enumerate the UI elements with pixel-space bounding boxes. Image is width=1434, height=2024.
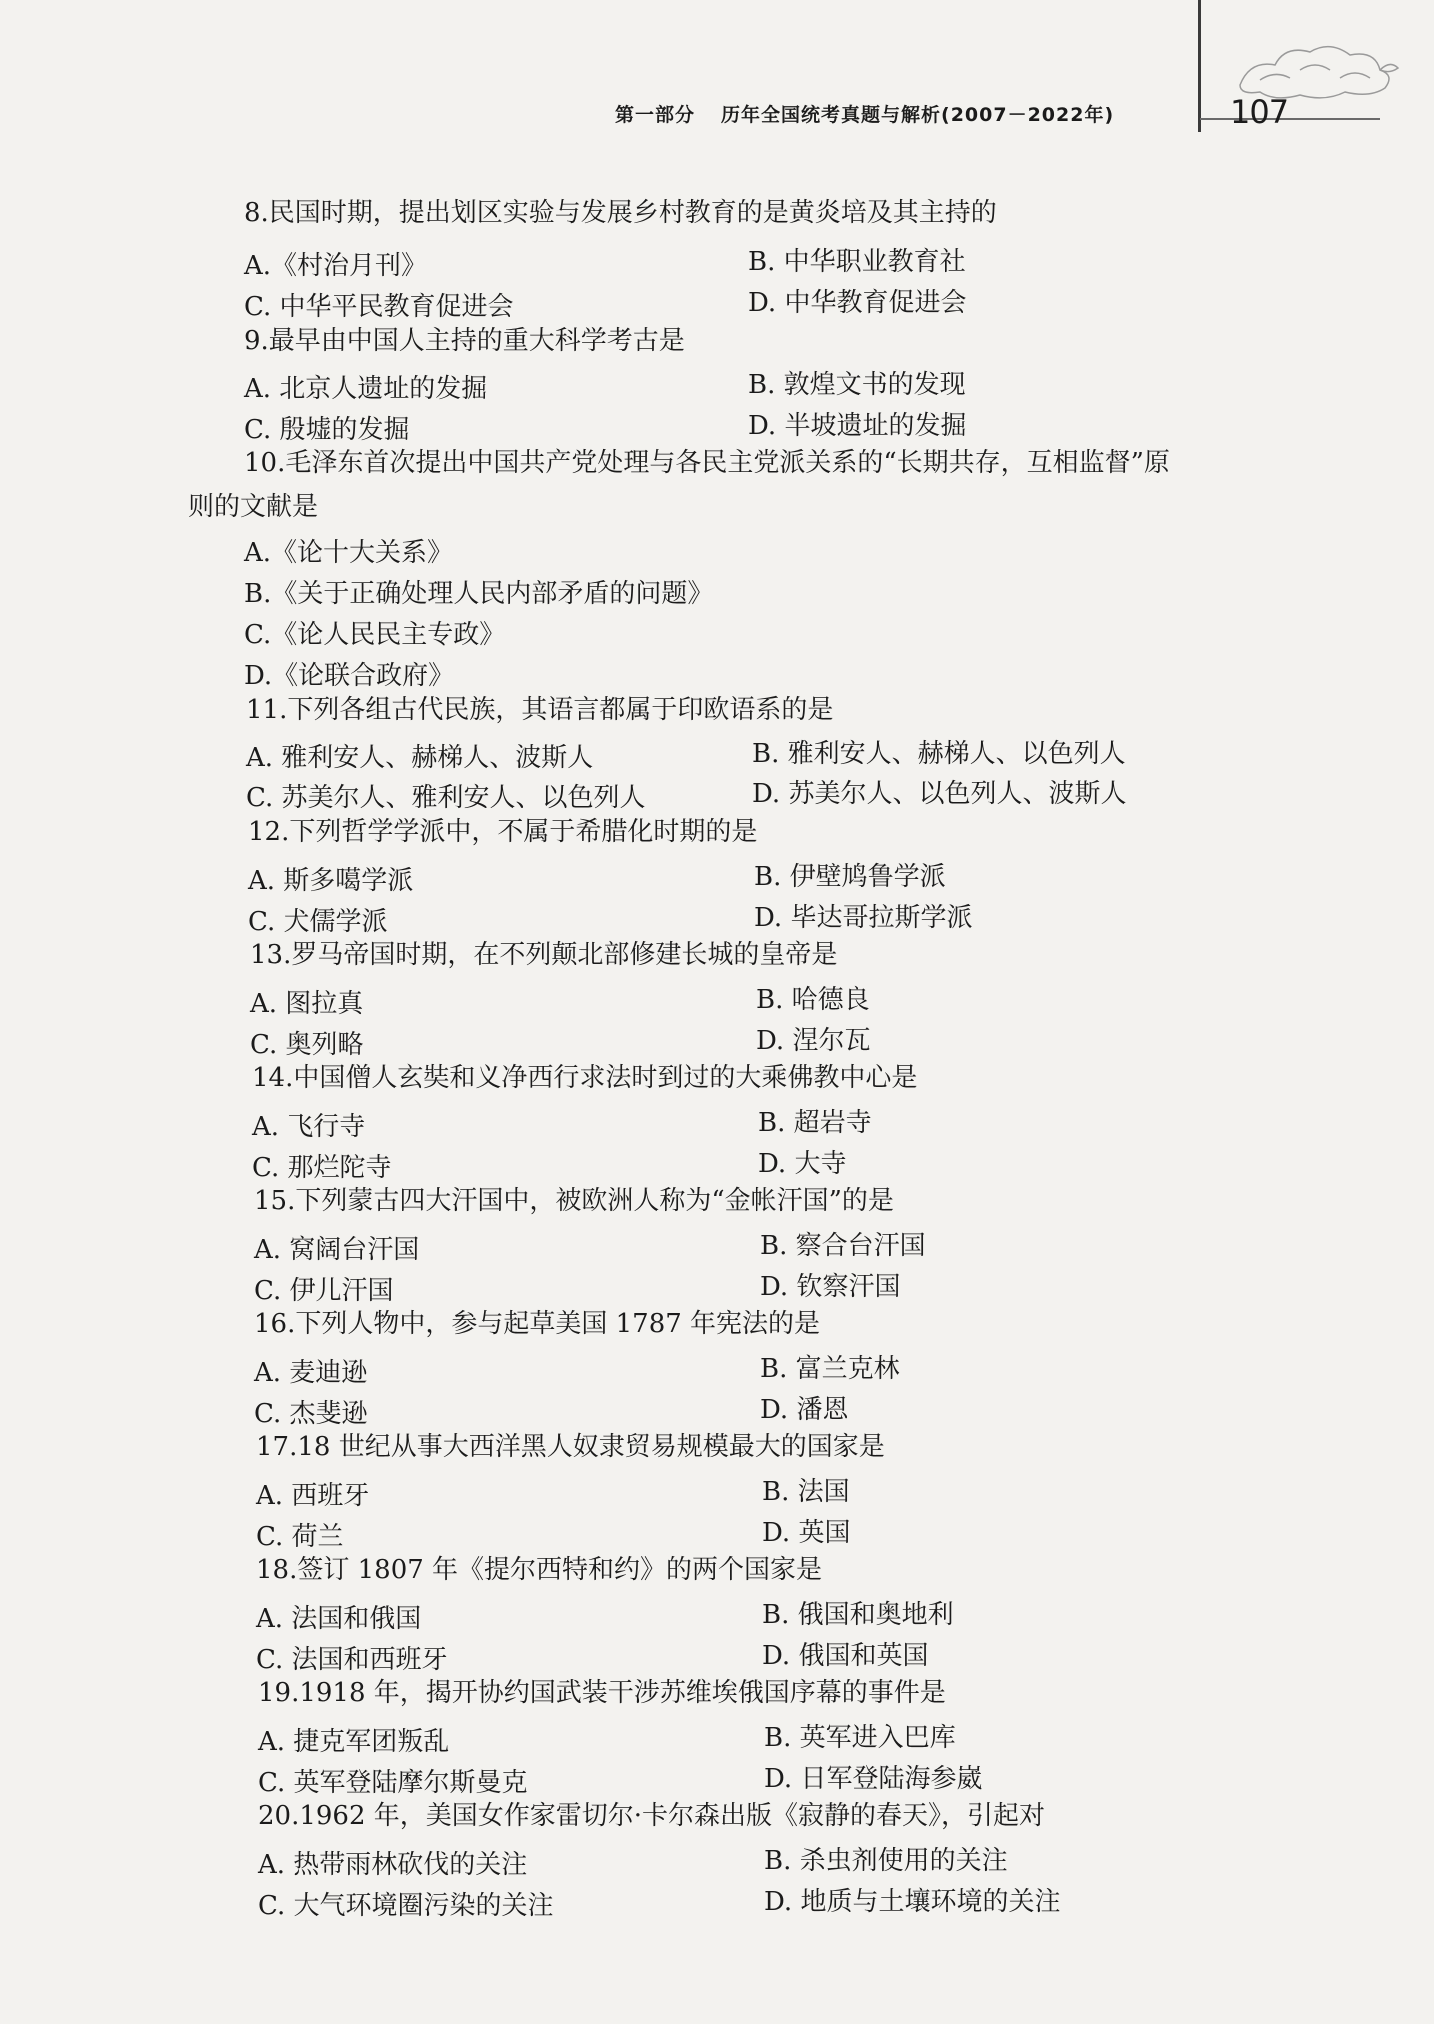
option-b: B. 伊壁鸠鲁学派 [754,862,946,892]
header-part: 第一部分 [615,104,696,126]
option-d: D. 钦察汗国 [760,1272,901,1302]
option-c: C. 法国和西班牙 [256,1645,448,1675]
option-c: C. 那烂陀寺 [252,1153,392,1183]
question-stem: 15.下列蒙古四大汗国中，被欧洲人称为“金帐汗国”的是 [254,1186,894,1216]
option-b: B. 察合台汗国 [760,1231,926,1261]
option-c: C. 伊儿汗国 [254,1276,394,1306]
option-d: D. 半坡遗址的发掘 [748,411,967,441]
header-book-title: 历年全国统考真题与解析(2007－2022年) [721,104,1115,126]
option-a: A. 窝阔台汗国 [254,1235,420,1265]
option-b: B. 雅利安人、赫梯人、以色列人 [752,739,1126,769]
option-c: C.《论人民民主专政》 [244,620,506,650]
question-stem: 19.1918 年，揭开协约国武装干涉苏维埃俄国序幕的事件是 [258,1678,946,1708]
option-b: B. 杀虫剂使用的关注 [764,1846,1008,1876]
option-d: D. 中华教育促进会 [748,288,967,318]
question-stem: 18.签订 1807 年《提尔西特和约》的两个国家是 [256,1555,823,1585]
question-stem: 10.毛泽东首次提出中国共产党处理与各民主党派关系的“长期共存，互相监督”原 [244,448,1170,478]
option-b: B. 哈德良 [756,985,870,1015]
option-c: C. 苏美尔人、雅利安人、以色列人 [246,783,646,813]
header-title [615,100,1114,127]
option-c: C. 英军登陆摩尔斯曼克 [258,1768,528,1798]
option-b: B. 中华职业教育社 [748,247,966,277]
option-d: D.《论联合政府》 [244,661,455,691]
question-stem: 13.罗马帝国时期，在不列颠北部修建长城的皇帝是 [250,940,838,970]
option-a: A. 法国和俄国 [256,1604,422,1634]
option-c: C. 殷墟的发掘 [244,415,410,445]
option-b: B.《关于正确处理人民内部矛盾的问题》 [244,579,714,609]
option-d: D. 潘恩 [760,1395,849,1425]
question-stem: 16.下列人物中，参与起草美国 1787 年宪法的是 [254,1309,821,1339]
option-b: B. 超岩寺 [758,1108,872,1138]
question-stem-continued: 则的文献是 [188,492,319,522]
option-d: D. 俄国和英国 [762,1641,929,1671]
question-stem: 8.民国时期，提出划区实验与发展乡村教育的是黄炎培及其主持的 [244,198,997,228]
option-a: A. 图拉真 [250,989,364,1019]
option-d: D. 地质与土壤环境的关注 [764,1887,1061,1917]
header-divider [1198,0,1201,132]
option-d: D. 涅尔瓦 [756,1026,871,1056]
option-a: A. 捷克军团叛乱 [258,1727,450,1757]
option-d: D. 英国 [762,1518,851,1548]
page-number: 107 [1230,93,1289,131]
option-c: C. 大气环境圈污染的关注 [258,1891,554,1921]
option-b: B. 法国 [762,1477,850,1507]
option-d: D. 苏美尔人、以色列人、波斯人 [752,779,1127,809]
option-a: A.《论十大关系》 [244,538,454,568]
option-a: A. 麦迪逊 [254,1358,368,1388]
option-a: A.《村治月刊》 [244,251,428,281]
option-a: A. 斯多噶学派 [248,866,414,896]
option-b: B. 敦煌文书的发现 [748,370,966,400]
question-stem: 9.最早由中国人主持的重大科学考古是 [244,326,685,356]
option-b: B. 英军进入巴库 [764,1723,956,1753]
option-a: A. 飞行寺 [252,1112,366,1142]
option-b: B. 俄国和奥地利 [762,1600,954,1630]
question-stem: 14.中国僧人玄奘和义净西行求法时到过的大乘佛教中心是 [252,1063,918,1093]
option-a: A. 西班牙 [256,1481,370,1511]
question-stem: 17.18 世纪从事大西洋黑人奴隶贸易规模最大的国家是 [256,1432,885,1462]
option-c: C. 奥列略 [250,1030,364,1060]
option-b: B. 富兰克林 [760,1354,900,1384]
option-d: D. 毕达哥拉斯学派 [754,903,973,933]
question-stem: 11.下列各组古代民族，其语言都属于印欧语系的是 [246,695,834,725]
option-c: C. 杰斐逊 [254,1399,368,1429]
option-a: A. 雅利安人、赫梯人、波斯人 [246,743,594,773]
option-c: C. 犬儒学派 [248,907,388,937]
option-a: A. 北京人遗址的发掘 [244,374,488,404]
page-header [0,0,1434,150]
option-d: D. 大寺 [758,1149,847,1179]
question-stem: 20.1962 年，美国女作家雷切尔·卡尔森出版《寂静的春天》，引起对 [258,1801,1046,1831]
option-c: C. 荷兰 [256,1522,344,1552]
question-stem: 12.下列哲学学派中，不属于希腊化时期的是 [248,817,758,847]
option-c: C. 中华平民教育促进会 [244,292,514,322]
header-underline [1200,118,1380,120]
option-d: D. 日军登陆海参崴 [764,1764,983,1794]
option-a: A. 热带雨林砍伐的关注 [258,1850,528,1880]
